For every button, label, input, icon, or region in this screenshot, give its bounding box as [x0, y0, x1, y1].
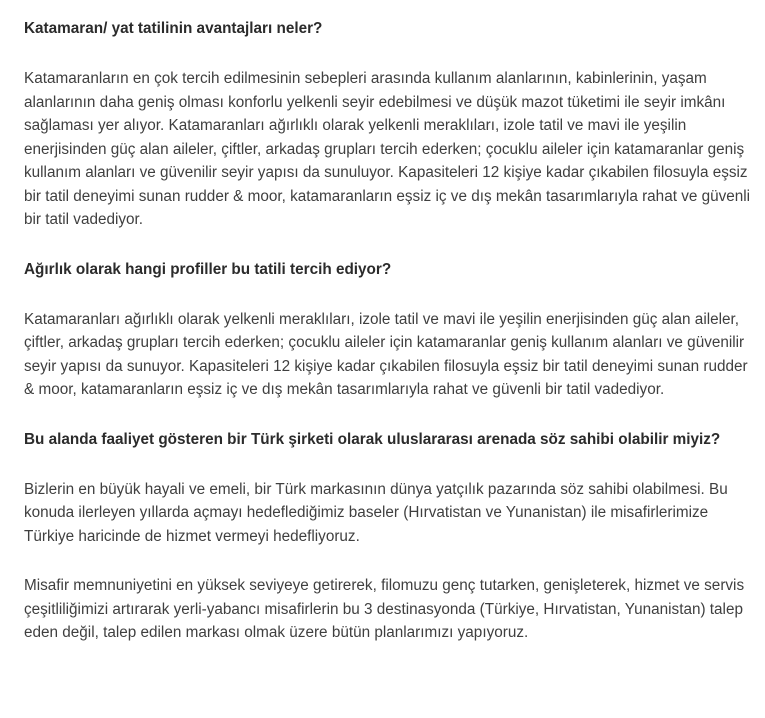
faq-question: Ağırlık olarak hangi profiller bu tatili tercih ediyor? [24, 260, 392, 278]
faq-question: Bu alanda faaliyet gösteren bir Türk şirketi olarak uluslararası arenada söz sahibi olabilir miyiz? [24, 430, 721, 448]
faq-answer: Misafir memnuniyetini en yüksek seviyeye getirerek, filomuzu genç tutarken, genişleterek, hizmet ve servis çeşitliliğimizi artırarak yerli-yabancı misafirlerin bu 3 destinasyonda (Türkiye, Hırvatistan, Yunanistan) talep eden değil, talep edilen markası olmak üzere bütün planlarımızı yapıyoruz. [24, 577, 745, 641]
faq-answer: Katamaranları ağırlıklı olarak yelkenli meraklıları, izole tatil ve mavi ile yeşilin enerjisinden güç alan aileler, çiftler, arkadaş grupları tercih ederken; çocuklu aileler için katamaranlar geniş kullanım alanları ve güvenilir seyir yapısı da sunuyor. Kapasiteleri 12 kişiye kadar çıkabilen filosuyla eşsiz bir tatil deneyimi sunan rudder & moor, katamaranların eşsiz iç ve dış mekân tasarımlarıyla rahat ve güvenli bir tatil vadediyor. [24, 310, 748, 398]
faq-section-advantages [24, 17, 752, 232]
faq-question: Katamaran/ yat tatilinin avantajları neler? [24, 20, 323, 37]
faq-answer: Katamaranların en çok tercih edilmesinin sebepleri arasında kullanım alanlarının, kabinlerinin, yaşam alanlarının daha geniş olması konforlu yelkenli seyir edebilmesi ve düşük mazot tüketimi ile seyir imkânı sağlaması yer alıyor. Katamaranları ağırlıklı olarak yelkenli meraklıları, izole tatil ve mavi ile yeşilin enerjisinden güç alan aileler, çiftler, arkadaş grupları tercih ederken; çocuklu aileler için katamaranlar geniş kullanım alanları ve güvenilir seyir yapısı da sunuluyor. Kapasiteleri 12 kişiye kadar çıkabilen filosuyla eşsiz bir tatil deneyimi sunan rudder & moor, katamaranların eşsiz iç ve dış mekân tasarımlarıyla rahat ve güvenli bir tatil vadediyor. [24, 70, 751, 228]
faq-section-profiles [24, 258, 752, 402]
faq-answer: Bizlerin en büyük hayali ve emeli, bir Türk markasının dünya yatçılık pazarında söz sahibi olabilmesi. Bu konuda ilerleyen yıllarda açmayı hedeflediğimiz baseler (Hırvatistan ve Yunanistan) ile misafirlerimize Türkiye haricinde de hizmet vermeyi hedefliyoruz. [24, 480, 728, 545]
faq-article [24, 17, 752, 645]
faq-section-international [24, 428, 752, 645]
